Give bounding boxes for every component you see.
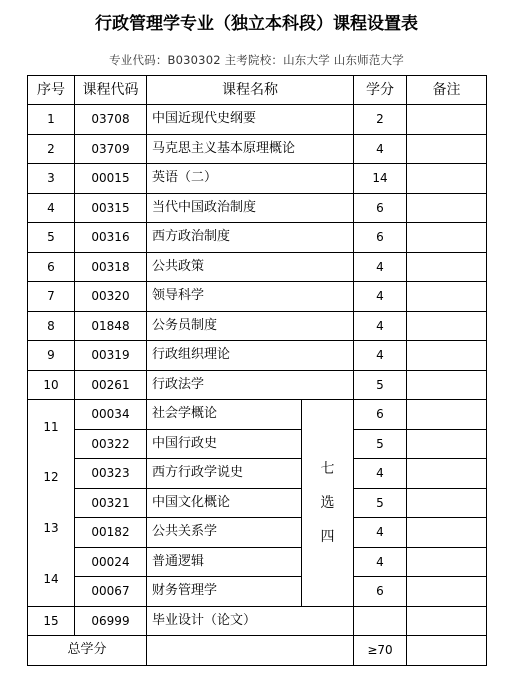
cell-seq: 3 (28, 164, 75, 194)
elective-row (28, 577, 487, 607)
cell-credit: 4 (354, 282, 407, 312)
elective-seq-cell (28, 400, 75, 607)
cell-note (407, 459, 487, 489)
cell-name: 行政组织理论 (147, 341, 354, 371)
table-row (28, 164, 487, 194)
cell-code: 00034 (75, 400, 147, 430)
cell-name: 英语（二） (147, 164, 354, 194)
cell-credit: 5 (354, 429, 407, 459)
cell-credit: 4 (354, 518, 407, 548)
elective-note-char: 四 (320, 528, 335, 545)
elective-row (28, 429, 487, 459)
elective-selection-note (302, 400, 354, 607)
cell-note (407, 429, 487, 459)
total-row (28, 636, 487, 666)
cell-credit: 6 (354, 577, 407, 607)
course-table (27, 75, 487, 666)
cell-code: 00316 (75, 223, 147, 253)
cell-code: 00320 (75, 282, 147, 312)
cell-name: 西方政治制度 (147, 223, 354, 253)
cell-credit: 14 (354, 164, 407, 194)
cell-code: 00015 (75, 164, 147, 194)
table-row (28, 134, 487, 164)
cell-credit: 4 (354, 252, 407, 282)
cell-note (407, 193, 487, 223)
cell-credit: 4 (354, 547, 407, 577)
cell-credit: 6 (354, 193, 407, 223)
cell-seq: 15 (28, 606, 75, 636)
header-name: 课程名称 (147, 76, 354, 105)
cell-note (407, 105, 487, 135)
table-row (28, 341, 487, 371)
total-label: 总学分 (28, 636, 147, 666)
elective-row (28, 488, 487, 518)
cell-name: 行政法学 (147, 370, 354, 400)
cell-code: 00322 (75, 429, 147, 459)
cell-credit: 5 (354, 370, 407, 400)
cell-name: 中国文化概论 (147, 488, 302, 518)
cell-code: 00315 (75, 193, 147, 223)
elective-note-char: 七 (320, 460, 335, 477)
cell-note (407, 311, 487, 341)
cell-note (407, 282, 487, 312)
cell-note (407, 488, 487, 518)
elective-row (28, 400, 487, 430)
elective-row (28, 459, 487, 489)
cell-seq: 4 (28, 193, 75, 223)
total-credit: ≥70 (354, 636, 407, 666)
cell-seq: 8 (28, 311, 75, 341)
cell-code: 00318 (75, 252, 147, 282)
cell-credit: 2 (354, 105, 407, 135)
cell-note (407, 636, 487, 666)
cell-code: 01848 (75, 311, 147, 341)
cell-name: 领导科学 (147, 282, 354, 312)
cell-credit (354, 606, 407, 636)
elective-seq: 14 (43, 571, 59, 586)
cell-note (407, 518, 487, 548)
table-row (28, 311, 487, 341)
cell-credit: 6 (354, 223, 407, 253)
cell-code: 03709 (75, 134, 147, 164)
cell-name: 马克思主义基本原理概论 (147, 134, 354, 164)
cell-name: 西方行政学说史 (147, 459, 302, 489)
cell-name: 中国近现代史纲要 (147, 105, 354, 135)
table-header-row (28, 76, 487, 105)
cell-seq: 10 (28, 370, 75, 400)
cell-name: 当代中国政治制度 (147, 193, 354, 223)
cell-note (407, 577, 487, 607)
cell-credit: 4 (354, 134, 407, 164)
table-row (28, 252, 487, 282)
cell-seq: 9 (28, 341, 75, 371)
elective-seq: 12 (43, 470, 59, 485)
cell-note (407, 223, 487, 253)
table-row (28, 370, 487, 400)
cell-code: 00067 (75, 577, 147, 607)
elective-seq: 13 (43, 521, 59, 536)
cell-note (407, 606, 487, 636)
cell-code: 00024 (75, 547, 147, 577)
total-empty (147, 636, 354, 666)
cell-name: 公务员制度 (147, 311, 354, 341)
cell-code: 03708 (75, 105, 147, 135)
cell-note (407, 547, 487, 577)
cell-credit: 6 (354, 400, 407, 430)
table-row (28, 105, 487, 135)
cell-name: 财务管理学 (147, 577, 302, 607)
cell-seq: 7 (28, 282, 75, 312)
cell-code: 00182 (75, 518, 147, 548)
cell-name: 社会学概论 (147, 400, 302, 430)
table-row (28, 282, 487, 312)
cell-name: 毕业设计（论文） (147, 606, 354, 636)
cell-name: 普通逻辑 (147, 547, 302, 577)
table-row (28, 223, 487, 253)
cell-code: 06999 (75, 606, 147, 636)
cell-code: 00323 (75, 459, 147, 489)
cell-credit: 4 (354, 311, 407, 341)
table-row (28, 606, 487, 636)
elective-row (28, 547, 487, 577)
cell-code: 00319 (75, 341, 147, 371)
cell-code: 00261 (75, 370, 147, 400)
cell-note (407, 341, 487, 371)
page-title: 行政管理学专业（独立本科段）课程设置表 (95, 14, 418, 34)
elective-row (28, 518, 487, 548)
cell-note (407, 370, 487, 400)
header-code: 课程代码 (75, 76, 147, 105)
table-row (28, 193, 487, 223)
cell-note (407, 252, 487, 282)
header-note: 备注 (407, 76, 487, 105)
cell-note (407, 400, 487, 430)
cell-name: 公共政策 (147, 252, 354, 282)
page-subtitle: 专业代码：B030302 主考院校：山东大学 山东师范大学 (109, 53, 404, 67)
cell-seq: 1 (28, 105, 75, 135)
cell-credit: 5 (354, 488, 407, 518)
cell-code: 00321 (75, 488, 147, 518)
cell-credit: 4 (354, 341, 407, 371)
cell-seq: 5 (28, 223, 75, 253)
cell-name: 公共关系学 (147, 518, 302, 548)
cell-seq: 2 (28, 134, 75, 164)
elective-note-char: 选 (320, 494, 335, 511)
header-credit: 学分 (354, 76, 407, 105)
cell-note (407, 164, 487, 194)
cell-name: 中国行政史 (147, 429, 302, 459)
elective-seq: 11 (43, 419, 59, 434)
header-seq: 序号 (28, 76, 75, 105)
cell-seq: 6 (28, 252, 75, 282)
cell-note (407, 134, 487, 164)
cell-credit: 4 (354, 459, 407, 489)
